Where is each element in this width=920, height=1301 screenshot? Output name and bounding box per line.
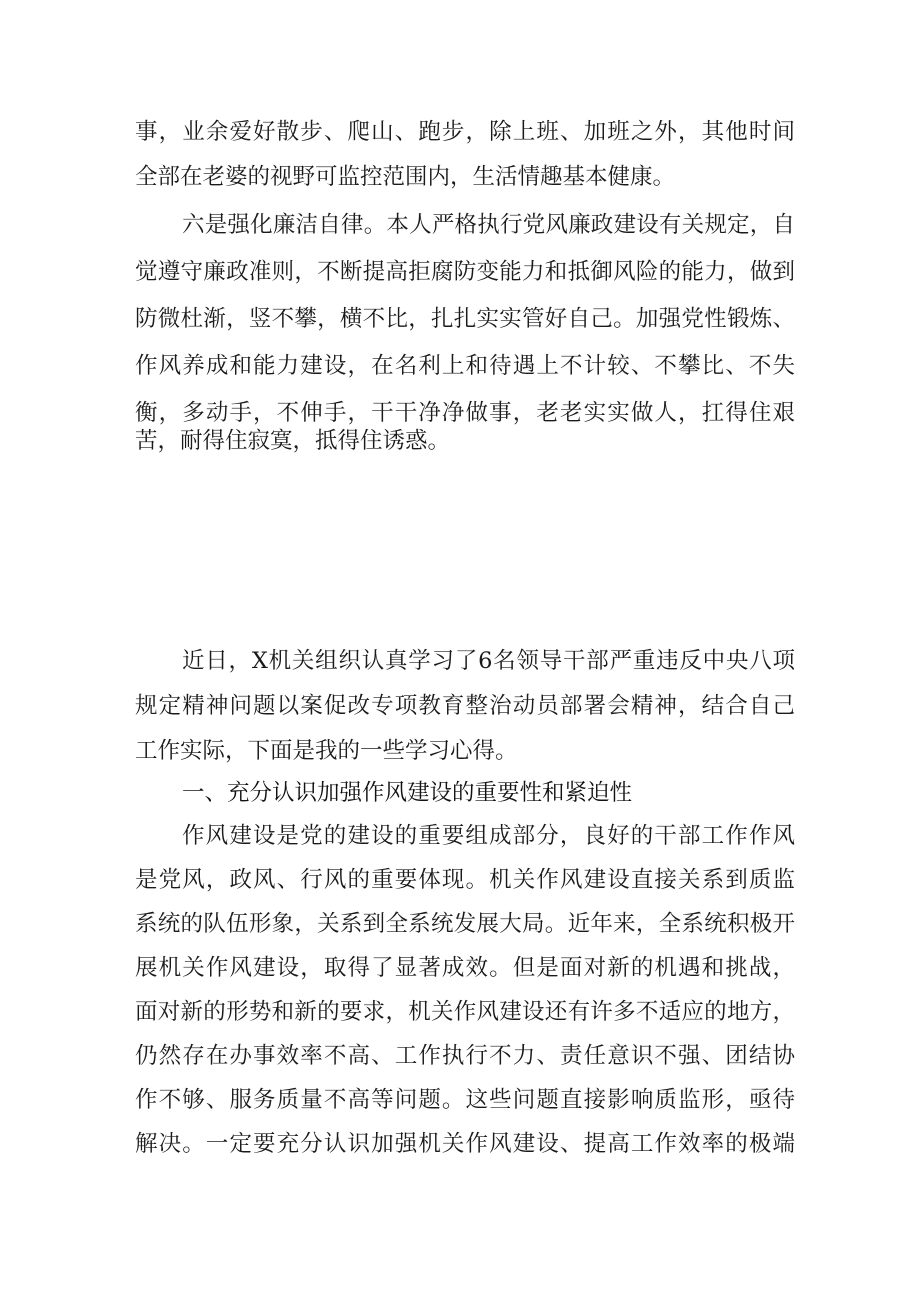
paragraph-line: 近日，X机关组织认真学习了6名领导干部严重违反中央八项: [182, 648, 795, 674]
section-heading: 一、充分认识加强作风建设的重要性和紧迫性: [182, 780, 633, 806]
paragraph-line: 苦，耐得住寂寞，抵得住诱惑。: [135, 428, 451, 454]
paragraph-line: 作风养成和能力建设，在名利上和待遇上不计较、不攀比、不失: [135, 353, 795, 379]
paragraph-line: 作不够、服务质量不高等问题。这些问题直接影响质监形，亟待: [135, 1087, 795, 1113]
paragraph-line: 面对新的形势和新的要求，机关作风建设还有许多不适应的地方，: [135, 999, 795, 1025]
paragraph-line: 系统的队伍形象，关系到全系统发展大局。近年来，全系统积极开: [135, 911, 795, 937]
paragraph-line: 解决。一定要充分认识加强机关作风建设、提高工作效率的极端: [135, 1131, 795, 1157]
paragraph-line: 展机关作风建设，取得了显著成效。但是面对新的机遇和挑战，: [135, 955, 795, 981]
paragraph-line: 仍然存在办事效率不高、工作执行不力、责任意识不强、团结协: [135, 1043, 795, 1069]
paragraph-line: 事，业余爱好散步、爬山、跑步，除上班、加班之外，其他时间: [135, 119, 795, 145]
paragraph-line: 六是强化廉洁自律。本人严格执行党风廉政建设有关规定，自: [182, 212, 795, 238]
paragraph-line: 防微杜渐，竖不攀，横不比，扎扎实实管好自己。加强党性锻炼、: [135, 306, 795, 332]
paragraph-line: 全部在老婆的视野可监控范围内，生活情趣基本健康。: [135, 164, 676, 190]
paragraph-line: 是党风，政风、行风的重要体现。机关作风建设直接关系到质监: [135, 867, 795, 893]
paragraph-line: 工作实际，下面是我的一些学习心得。: [135, 738, 518, 764]
paragraph-line: 衡，多动手，不伸手，干干净净做事，老老实实做人，扛得住艰: [135, 400, 795, 426]
paragraph-line: 规定精神问题以案促改专项教育整治动员部署会精神，结合自己: [135, 693, 795, 719]
paragraph-line: 觉遵守廉政准则，不断提高拒腐防变能力和抵御风险的能力，做到: [135, 259, 795, 285]
paragraph-line: 作风建设是党的建设的重要组成部分，良好的干部工作作风: [182, 823, 795, 849]
